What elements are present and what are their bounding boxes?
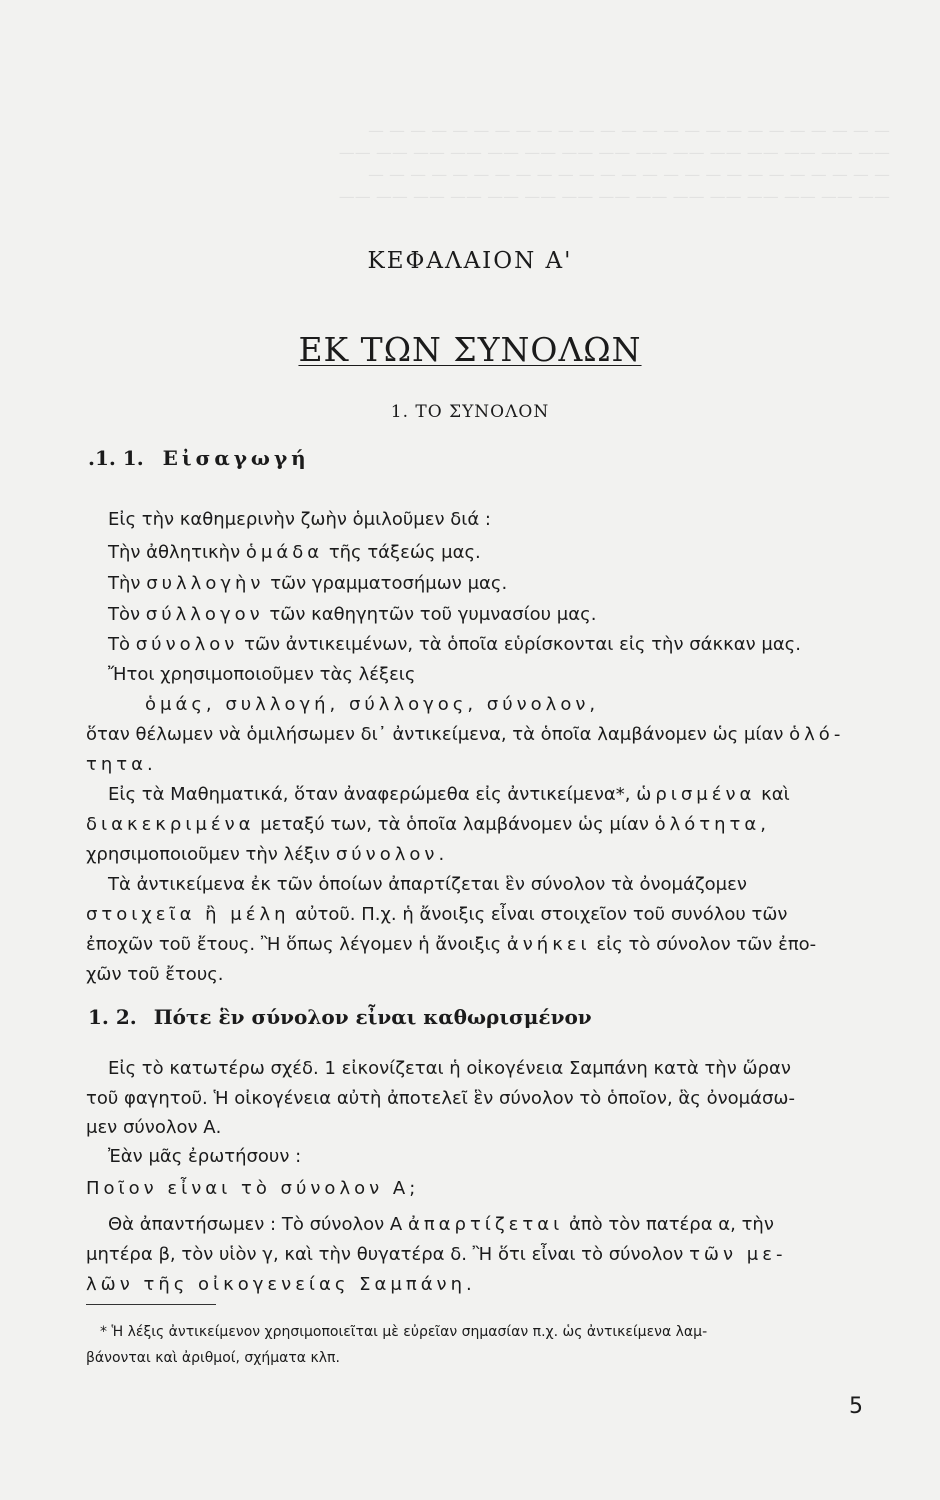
subsection-number: 1. 2. <box>88 1005 137 1029</box>
paragraph-line: Τὴν συλλογὴν τῶν γραμματοσήμων μας. <box>108 573 508 594</box>
paragraph-line: Θὰ ἀπαντήσωμεν : Τὸ σύνολον Α ἀπαρτίζεται ἀπὸ τὸν πατέρα α, τὴν <box>108 1214 774 1235</box>
paragraph-line: Τὸ σύνολον τῶν ἀντικειμένων, τὰ ὁποῖα εὑρίσκονται εἰς τὴν σάκκαν μας. <box>108 634 801 655</box>
paragraph-line: μητέρα β, τὸν υἱὸν γ, καὶ τὴν θυγατέρα δ. Ἢ ὅτι εἶναι τὸ σύνολον τῶν με- <box>86 1244 787 1265</box>
section-heading: 1. ΤΟ ΣΥΝΟΛΟΝ <box>390 402 550 422</box>
paragraph-line: Τὴν ἀθλητικὴν ὁμάδα τῆς τάξεώς μας. <box>108 542 481 563</box>
paragraph-line-words: ὁμάς, συλλογή, σύλλογος, σύνολον, <box>145 694 600 715</box>
paragraph-line: στοιχεῖα ἢ μέλη αὐτοῦ. Π.χ. ἡ ἄνοιξις εἶναι στοιχεῖον τοῦ συνόλου τῶν <box>86 904 788 925</box>
chapter-heading: ΚΕΦΑΛΑΙΟΝ Α' <box>367 248 573 274</box>
paragraph-line: Ἤτοι χρησιμοποιοῦμεν τὰς λέξεις <box>108 664 416 685</box>
subsection-title: Εἰσαγωγή <box>162 446 310 470</box>
footnote-line: βάνονται καὶ ἀριθμοί, σχήματα κλπ. <box>86 1350 340 1366</box>
footnote-line: * Ἡ λέξις ἀντικείμενον χρησιμοποιεῖται μὲ εὐρεῖαν σημασίαν π.χ. ὡς ἀντικείμενα λαμ- <box>100 1324 708 1340</box>
page-number: 5 <box>849 1394 863 1419</box>
paragraph-line: Τὰ ἀντικείμενα ἐκ τῶν ὁποίων ἀπαρτίζεται ἓν σύνολον τὰ ὀνομάζομεν <box>108 874 747 895</box>
paragraph-line: μεν σύνολον Α. <box>86 1117 222 1138</box>
paragraph-line: Ἐὰν μᾶς ἐρωτήσουν : <box>108 1146 302 1167</box>
subsection-title: Πότε ἓν σύνολον εἶναι καθωρισμένον <box>153 1005 592 1029</box>
paragraph-line: τοῦ φαγητοῦ. Ἡ οἰκογένεια αὐτὴ ἀποτελεῖ ἓν σύνολον τὸ ὁποῖον, ἃς ὀνομάσω- <box>86 1088 795 1109</box>
paragraph-line: Εἰς τὸ κατωτέρω σχέδ. 1 εἰκονίζεται ἡ οἰκογένεια Σαμπάνη κατὰ τὴν ὥραν <box>108 1058 791 1079</box>
paragraph-line: Εἰς τὰ Μαθηματικά, ὅταν ἀναφερώμεθα εἰς ἀντικείμενα*, ὡρισμένα καὶ <box>108 784 790 805</box>
subsection-heading-2 <box>88 1005 592 1029</box>
subsection-heading-1 <box>88 446 310 470</box>
paragraph-line: ὅταν θέλωμεν νὰ ὁμιλήσωμεν δι᾿ ἀντικείμενα, τὰ ὁποῖα λαμβάνομεν ὡς μίαν ὁλό- <box>86 724 845 745</box>
footnote-rule <box>86 1304 216 1305</box>
paragraph-line: διακεκριμένα μεταξύ των, τὰ ὁποῖα λαμβάνομεν ὡς μίαν ὁλότητα, <box>86 814 770 835</box>
paragraph-line: Εἰς τὴν καθημερινὴν ζωὴν ὁμιλοῦμεν διά : <box>108 509 492 530</box>
paragraph-line: χρησιμοποιοῦμεν τὴν λέξιν σύνολον. <box>86 844 449 865</box>
bleed-through-texture: — — — — — — — — — — — — — — — — — — — — — — — — — —— —— —— —— —— —— —— —— —— —— —— —— —— —— —— — — — — — — — — — — — — — — — — — — — — — — — — — —— —— —— —— —— —— —— —— —— —— —— —— —— —— —— <box>338 121 890 206</box>
subsection-number: .1. 1. <box>88 446 144 470</box>
paragraph-line: ἐποχῶν τοῦ ἔτους. Ἢ ὅπως λέγομεν ἡ ἄνοιξις ἀνήκει εἰς τὸ σύνολον τῶν ἐπο- <box>86 934 817 955</box>
paragraph-line: τητα. <box>86 754 157 775</box>
question-line: Ποῖον εἶναι τὸ σύνολον Α; <box>86 1178 420 1199</box>
paragraph-line: Τὸν σύλλογον τῶν καθηγητῶν τοῦ γυμνασίου μας. <box>108 604 597 625</box>
paragraph-line: λῶν τῆς οἰκογενείας Σαμπάνη. <box>86 1274 476 1295</box>
chapter-title: ΕΚ ΤΩΝ ΣΥΝΟΛΩΝ <box>298 330 642 369</box>
paragraph-line: χῶν τοῦ ἔτους. <box>86 964 224 985</box>
